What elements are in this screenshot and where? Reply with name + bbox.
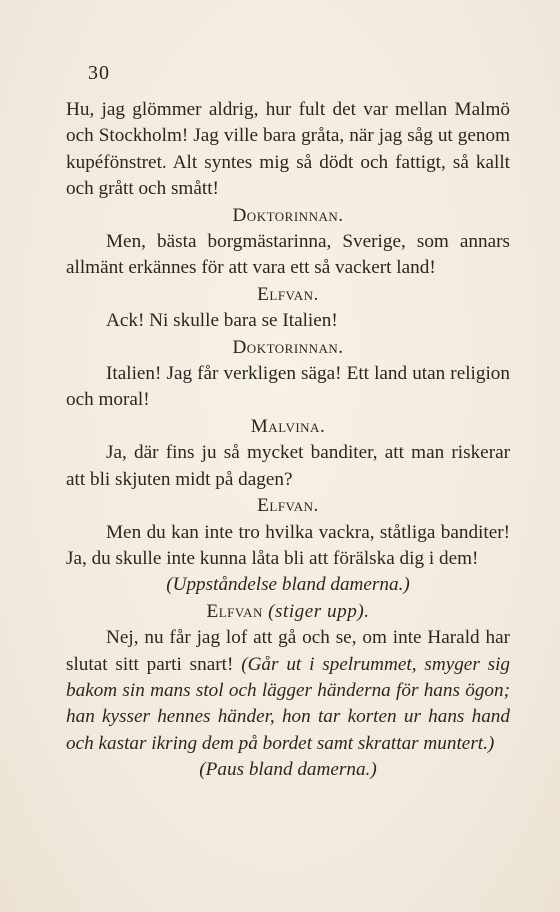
speaker-name: Malvina. — [250, 415, 326, 437]
paragraph: Ack! Ni skulle bara se Italien! — [106, 310, 338, 332]
speaker-name: Doktorinnan. — [232, 204, 344, 226]
dialogue-text: Nej, nu får jag lof att gå och se, om inte Harald har slutat sitt parti snart! — [66, 627, 510, 675]
speaker-name: Doktorinnan. — [232, 336, 344, 358]
paragraph: Italien! Jag får verkligen säga! Ett land utan religion och moral! — [66, 363, 510, 411]
page-text — [66, 97, 510, 784]
page-number: 30 — [88, 62, 110, 84]
stage-direction: (Uppståndelse bland damerna.) — [166, 574, 410, 596]
paragraph: Men du kan inte tro hvilka vackra, ståtliga banditer! Ja, du skulle inte kunna låta bli att förälska dig i dem! — [66, 521, 510, 569]
paragraph — [66, 625, 510, 757]
paragraph: Ja, där fins ju så mycket banditer, att man riskerar att bli skjuten midt på dagen? — [66, 442, 510, 490]
speaker-name: Elfvan. — [257, 495, 319, 517]
paragraph: Men, bästa borgmästarinna, Sverige, som annars allmänt erkännes för att vara ett så vackert land! — [66, 231, 510, 279]
speaker-direction: (stiger upp). — [268, 600, 370, 622]
speaker-name: Elfvan. — [257, 283, 319, 305]
stage-direction: (Går ut i spelrummet, smyger sig bakom sin mans stol och lägger händerna för hans ögon; han kysser hennes händer, hon tar korten ur hans hand och kastar ikring dem på bordet samt skrattar muntert.) — [66, 653, 510, 754]
speaker-name: Elfvan — [206, 600, 263, 622]
stage-direction: (Paus bland damerna.) — [199, 759, 377, 781]
paragraph: Hu, jag glömmer aldrig, hur fult det var mellan Malmö och Stockholm! Jag ville bara gråta, när jag såg ut genom kupéfönstret. Alt syntes mig så dödt och fattigt, så kallt och grått och smått! — [66, 99, 510, 200]
speaker-line — [66, 599, 510, 625]
